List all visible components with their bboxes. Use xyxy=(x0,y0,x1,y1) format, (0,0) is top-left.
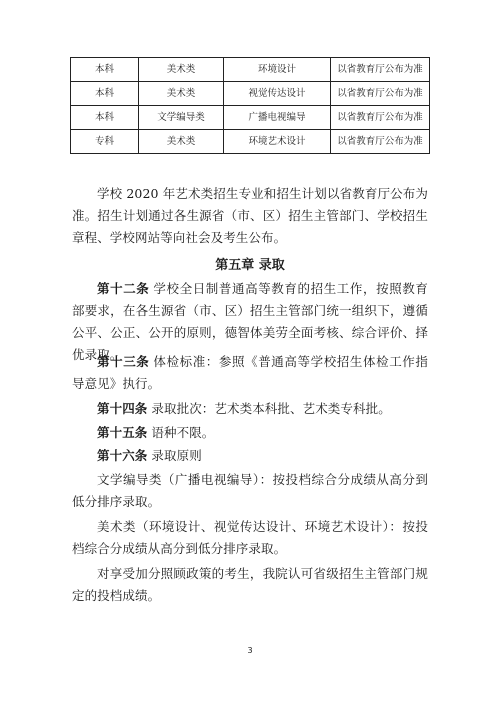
table-cell-plan: 以省教育厅公布为准 xyxy=(331,82,430,106)
table-cell-level: 本科 xyxy=(71,82,139,106)
rule-literature xyxy=(72,469,428,513)
table-cell-major: 环境艺术设计 xyxy=(224,130,331,154)
table-row xyxy=(71,130,430,154)
article-label: 第十五条 xyxy=(97,425,148,440)
article-13 xyxy=(72,351,428,395)
article-label: 第十二条 xyxy=(97,281,150,296)
chapter-title: 第五章 录取 xyxy=(215,258,285,273)
article-15 xyxy=(72,422,428,444)
table-cell-category: 美术类 xyxy=(139,130,224,154)
table-cell-category: 美术类 xyxy=(139,82,224,106)
intro-paragraph: 学校 2020 年艺术类招生专业和招生计划以省教育厅公布为准。招生计划通过各生源省（市、区）招生主管部门、学校招生章程、学校网站等向社会及考生公布。 xyxy=(72,186,428,245)
page-number: 3 xyxy=(247,646,253,655)
article-label: 第十四条 xyxy=(97,401,148,416)
chapter-section xyxy=(72,256,428,276)
rule-paragraph: 对享受加分照顾政策的考生，我院认可省级招生主管部门规定的投档成绩。 xyxy=(72,566,428,603)
table-cell-category: 文学编导类 xyxy=(139,106,224,130)
table-cell-plan: 以省教育厅公布为准 xyxy=(331,58,430,82)
table-cell-major: 环境设计 xyxy=(224,58,331,82)
table-cell-level: 本科 xyxy=(71,58,139,82)
table-cell-plan: 以省教育厅公布为准 xyxy=(331,106,430,130)
rule-paragraph: 文学编导类（广播电视编导）：按投档综合分成绩从高分到低分排序录取。 xyxy=(72,472,428,509)
admission-table xyxy=(70,57,430,154)
table-cell-category: 美术类 xyxy=(139,58,224,82)
table-row xyxy=(71,106,430,130)
table-cell-level: 专科 xyxy=(71,130,139,154)
article-label: 第十六条 xyxy=(97,448,148,463)
intro-section xyxy=(72,183,428,249)
table-row xyxy=(71,82,430,106)
article-text: 语种不限。 xyxy=(151,425,215,440)
article-text: 体检标准：参照《普通高等学校招生体检工作指导意见》执行。 xyxy=(72,354,428,391)
table-row xyxy=(71,58,430,82)
article-text: 录取批次：艺术类本科批、艺术类专科批。 xyxy=(151,401,391,416)
rule-bonus xyxy=(72,563,428,607)
rule-paragraph: 美术类（环境设计、视觉传达设计、环境艺术设计）：按投档综合分成绩从高分到低分排序录取。 xyxy=(72,519,428,556)
article-text: 学校全日制普通高等教育的招生工作，按照教育部要求，在各生源省（市、区）招生主管部门统一组织下，遵循公平、公正、公开的原则，德智体美劳全面考核、综合评价、择优录取。 xyxy=(72,281,428,362)
table-cell-level: 本科 xyxy=(71,106,139,130)
table-cell-major: 广播电视编导 xyxy=(224,106,331,130)
article-14 xyxy=(72,398,428,420)
table-cell-major: 视觉传达设计 xyxy=(224,82,331,106)
rule-fine-arts xyxy=(72,516,428,560)
article-16 xyxy=(72,445,428,467)
article-label: 第十三条 xyxy=(97,354,150,369)
table-cell-plan: 以省教育厅公布为准 xyxy=(331,130,430,154)
article-text: 录取原则 xyxy=(151,448,202,463)
